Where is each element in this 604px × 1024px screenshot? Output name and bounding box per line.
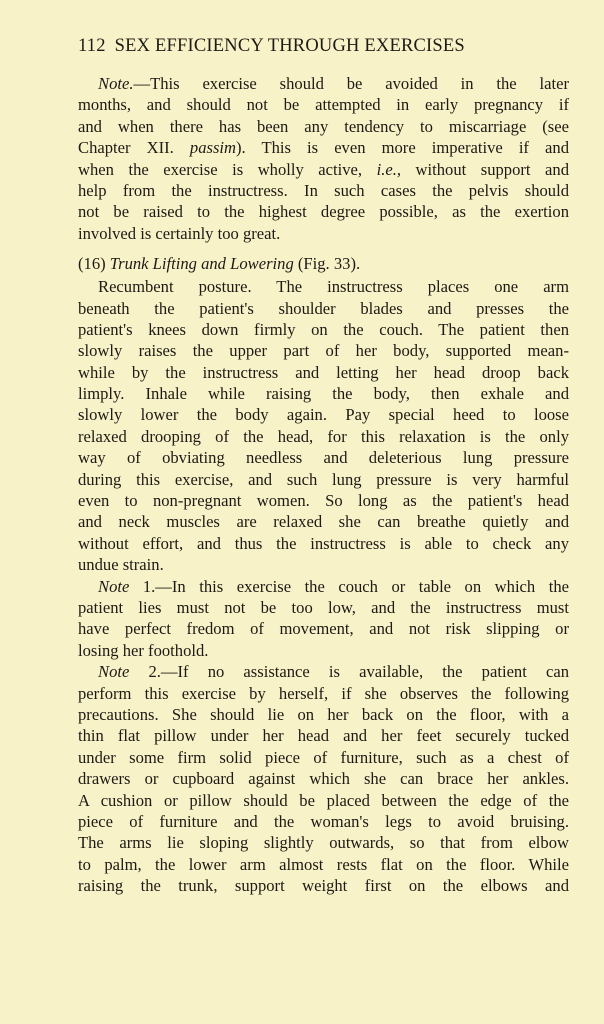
text-line: raising the trunk, support weight first on the elbows and — [78, 876, 569, 896]
text-line: involved is certainly too great. — [78, 223, 281, 243]
text-line: A cushion or pillow should be placed between the edge of the — [78, 790, 569, 810]
text-line: Note 1.—In this exercise the couch or table on which the — [98, 576, 569, 596]
note-2-label: Note — [98, 662, 130, 682]
text-line: while by the instructress and letting her head droop back — [78, 362, 569, 382]
italic-ie: i.e., — [376, 159, 401, 179]
text-line: months, and should not be attempted in early pregnancy if — [78, 95, 569, 115]
figure-reference: (Fig. 33). — [293, 254, 361, 274]
note-1-paragraph — [78, 576, 569, 662]
text-line: perform this exercise by herself, if she observes the following — [78, 683, 569, 703]
text-line: slowly lower the body again. Pay special heed to loose — [78, 405, 569, 425]
text-line: The arms lie sloping slightly outwards, so that from elbow — [78, 833, 569, 853]
text-line: not be raised to the highest degree possible, as the exertion — [78, 202, 569, 222]
text-line: way of obviating needless and deleterious lung pressure — [78, 448, 569, 468]
text-line: limply. Inhale while raising the body, then exhale and — [78, 384, 569, 404]
text-line: have perfect fredom of movement, and not risk slipping or — [78, 619, 569, 639]
main-paragraph — [78, 276, 569, 575]
note-2-paragraph — [78, 661, 569, 896]
page-number: 112 — [78, 36, 106, 56]
text-line: precautions. She should lie on her back on the floor, with a — [78, 704, 569, 724]
running-title: SEX EFFICIENCY THROUGH EXERCISES — [114, 36, 465, 56]
page-body — [78, 73, 569, 896]
text-line: help from the instructress. In such cases the pelvis should — [78, 180, 569, 200]
text-line: undue strain. — [78, 555, 164, 575]
text-line: drawers or cupboard against which she can brace her ankles. — [78, 769, 569, 789]
note-1-label: Note — [98, 576, 130, 596]
exercise-title: Trunk Lifting and Lowering — [109, 254, 294, 274]
exercise-heading — [78, 253, 569, 276]
text-line: patient's knees down firmly on the couch. The patient then — [78, 319, 569, 339]
text-line: even to non-pregnant women. So long as the patient's head — [78, 491, 569, 511]
text-line: Chapter XII. passim). This is even more imperative if and — [78, 138, 569, 158]
text-line: when the exercise is wholly active, i.e., without support and — [78, 159, 569, 179]
text-line: Note 2.—If no assistance is available, the patient can — [98, 662, 569, 682]
text-line: Recumbent posture. The instructress places one arm — [98, 277, 569, 297]
note-label: Note. — [98, 74, 134, 93]
text-line: patient lies must not be too low, and the instructress must — [78, 597, 569, 617]
text-line: slowly raises the upper part of her body, supported mean- — [78, 341, 569, 361]
italic-passim: passim — [189, 138, 236, 158]
spacer — [78, 244, 569, 253]
text-line: under some firm solid piece of furniture, such as a chest of — [78, 747, 569, 767]
text-line: and when there has been any tendency to miscarriage (see — [78, 116, 569, 136]
text-line: losing her foothold. — [78, 640, 209, 660]
text-line: piece of furniture and the woman's legs to avoid bruising. — [78, 811, 569, 831]
text-line: and neck muscles are relaxed she can breathe quietly and — [78, 512, 569, 532]
running-header — [78, 36, 570, 57]
text-line: without effort, and thus the instructress is able to check any — [78, 533, 569, 553]
text-line: to palm, the lower arm almost rests flat on the floor. While — [78, 854, 569, 874]
note-paragraph — [78, 73, 569, 244]
text-line: during this exercise, and such lung pressure is very harmful — [78, 469, 569, 489]
text-line: Note.—This exercise should be avoided in the later — [98, 74, 569, 93]
text-line: beneath the patient's shoulder blades and presses the — [78, 298, 569, 318]
text-line: relaxed drooping of the head, for this relaxation is the only — [78, 426, 569, 446]
exercise-number: (16) — [78, 254, 110, 274]
text-line: thin flat pillow under her head and her feet securely tucked — [78, 726, 569, 746]
